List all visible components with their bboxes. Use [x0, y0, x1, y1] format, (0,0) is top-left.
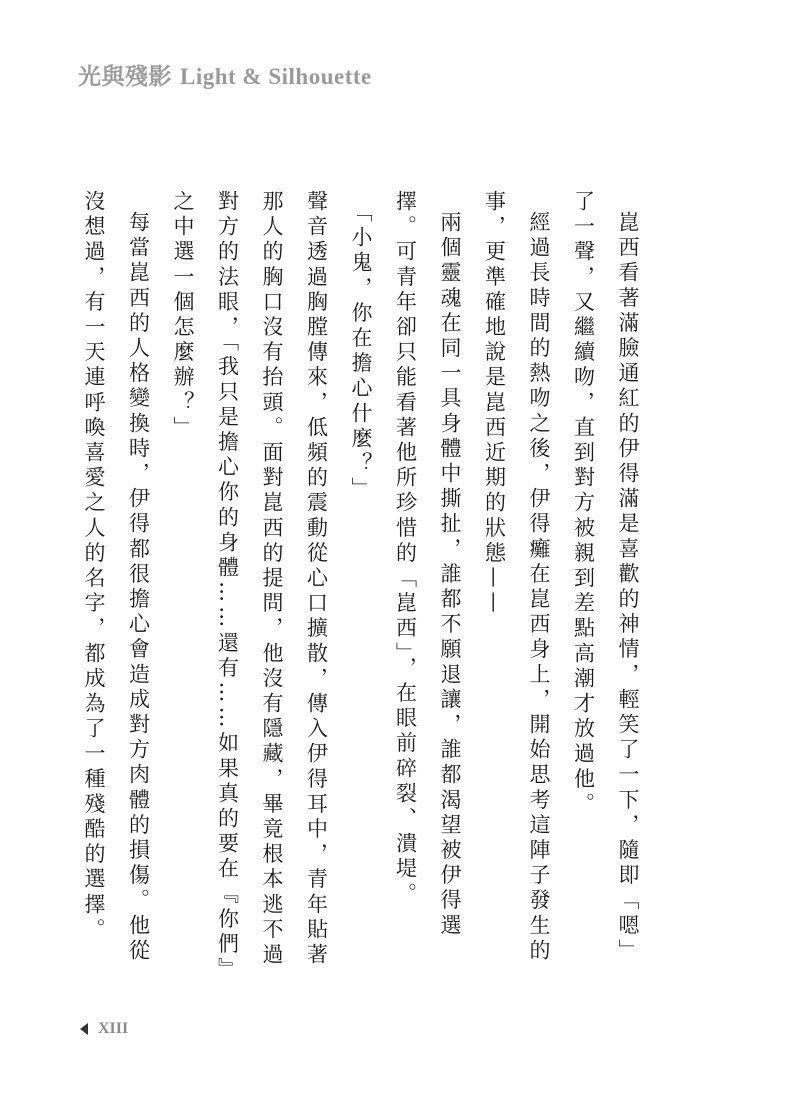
vertical-body-text [82, 190, 650, 980]
page-number: XIII [98, 1020, 129, 1037]
paragraph: 崑西看著滿臉通紅的伊得滿是喜歡的神情，輕笑了一下，隨即「嗯」了一聲，又繼續吻，直到對方被親到差點高潮才放過他。 [571, 190, 640, 964]
paragraph: 聲音透過胸膛傳來，低頻的震動從心口擴散，傳入伊得耳中，青年貼著那人的胸口沒有抬頭。面對崑西的提問，他沒有隱藏，畢竟根本逃不過對方的法眼，「我只是擔心你的身體……還有……如果真的要在『你們』之中選一個怎麼辦？」 [171, 190, 329, 973]
running-header [78, 58, 372, 91]
paragraph: 每當崑西的人格變換時，伊得都很擔心會造成對方肉體的損傷。他從沒想過，有一天連呼喚喜愛之人的名字，都成為了一種殘酷的選擇。 [82, 190, 151, 964]
paragraph: 經過長時間的熱吻之後，伊得癱在崑西身上，開始思考這陣子發生的事，更準確地說是崑西近期的狀態—— [482, 190, 551, 964]
page-footer [80, 1020, 128, 1038]
book-title-english: Light & Silhouette [180, 64, 372, 89]
left-triangle-icon [80, 1023, 88, 1035]
dialogue-line: 「小鬼，你在擔心什麼？」 [349, 200, 373, 502]
paragraph: 兩個靈魂在同一具身體中撕扯，誰都不願退讓，誰都渴望被伊得選擇。可青年卻只能看著他所珍惜的「崑西」，在眼前碎裂、潰堤。 [393, 190, 462, 939]
book-title-chinese: 光與殘影 [78, 63, 172, 90]
